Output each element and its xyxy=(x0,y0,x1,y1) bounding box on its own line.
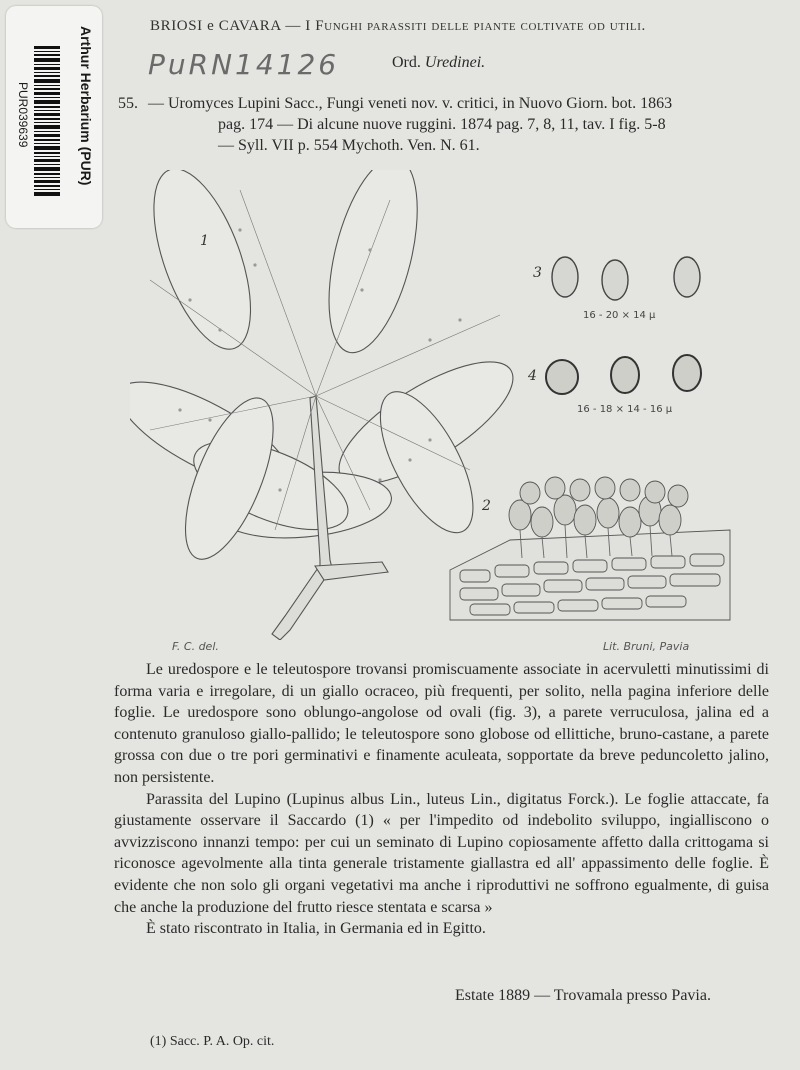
running-head-series: — I Funghi parassiti delle piante coltivate od utili. xyxy=(285,18,646,34)
tissue-section-illustration xyxy=(450,477,730,620)
running-head-authors: BRIOSI e CAVARA xyxy=(150,18,281,34)
entry-line-1: — Uromyces Lupini Sacc., Fungi veneti nov. v. critici, in Nuovo Giorn. bot. 1863 xyxy=(148,95,673,112)
uredospores-illustration xyxy=(552,257,700,300)
accession-number: PUR039639 xyxy=(16,82,30,148)
barcode-icon xyxy=(34,46,60,196)
figure-label-1: 1 xyxy=(200,233,209,249)
running-head xyxy=(150,18,646,35)
teleutospores-illustration xyxy=(546,355,701,394)
description-text xyxy=(114,659,769,940)
order-name: Uredinei. xyxy=(424,54,486,71)
footnote: (1) Sacc. P. A. Op. cit. xyxy=(150,1034,275,1049)
lithographer-credit: Lit. Bruni, Pavia xyxy=(603,640,690,653)
order-prefix: Ord. xyxy=(392,54,421,71)
paragraph-distribution: È stato riscontrato in Italia, in Germania ed in Egitto. xyxy=(146,920,486,938)
entry-line-2: pag. 174 — Di alcune nuove ruggini. 1874 pag. 7, 8, 11, tav. I fig. 5-8 xyxy=(218,116,666,133)
measure-fig-3: 16 - 20 × 14 μ xyxy=(583,310,656,321)
measure-fig-4: 16 - 18 × 14 - 16 μ xyxy=(577,404,673,415)
paragraph-host: Parassita del Lupino (Lupinus albus Lin., luteus Lin., digitatus Forck.). Le foglie attaccate, fa giustamente osservare il Saccardo (1) « per l'impedito od indebolito sviluppo, ingialliscono o avvizziscono innanzi tempo: per cui un seminato di Lupino copiosamente affetto dalla crittogama si riconosce agevolmente alla tinta generale tristamente giallastra ed all' appassimento delle foglie. È evidente che non solo gli organi vegetativi ma anche i riproduttivi ne soffrono egualmente, di guisa che anche la produzione del frutto riesce stentata e scarsa » xyxy=(114,790,769,916)
botanical-figure xyxy=(130,170,770,640)
figure-label-2: 2 xyxy=(482,498,491,514)
illustrator-credit: F. C. del. xyxy=(172,640,219,653)
herbarium-name: Arthur Herbarium (PUR) xyxy=(78,26,94,186)
herbarium-label xyxy=(6,6,102,228)
handwritten-note: PuRN14126 xyxy=(148,48,340,81)
figure-label-3: 3 xyxy=(533,265,542,281)
entry-line-3: — Syll. VII p. 554 Mychoth. Ven. N. 61. xyxy=(218,137,480,154)
entry-number: 55. xyxy=(118,95,138,112)
collection-note: Estate 1889 — Trovamala presso Pavia. xyxy=(455,987,711,1004)
order-heading xyxy=(392,54,485,72)
paragraph-description: Le uredospore e le teleutospore trovansi promiscuamente associate in acervuletti minutissimi di forma varia e irregolare, di un giallo ocraceo, più frequenti, per solito, nella pagina inferiore delle foglie. Le uredospore sono oblungo-angolose od ovali (fig. 3), a parete verruculosa, jalina ed a contenuto granuloso giallo-pallido; le teleutospore sono globose od ellittiche, bruno-castane, a parete grossa con due o tre pori germinativi e finamente aculeata, sopportate da breve peduncoletto jalino, non persistente. xyxy=(114,661,769,786)
figure-label-4: 4 xyxy=(528,368,537,384)
